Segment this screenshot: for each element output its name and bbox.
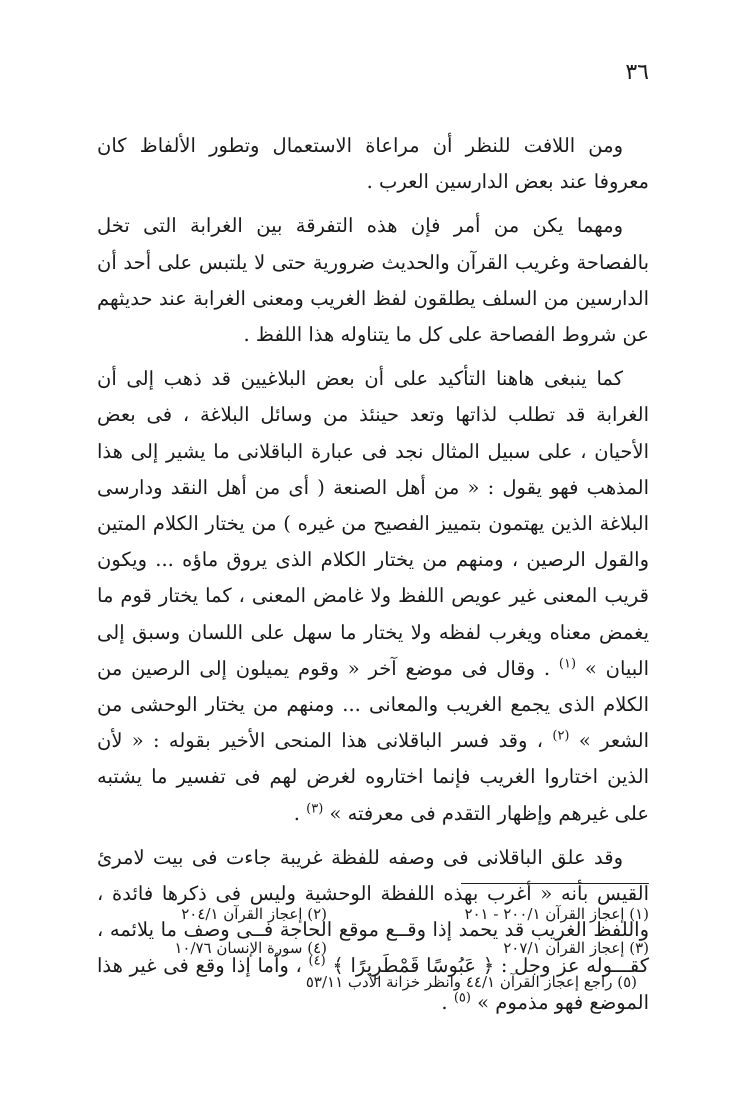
footnote-number: (٤) (307, 939, 327, 957)
footnote-number: (٥) (617, 973, 637, 991)
footnote-text: إعجاز القرآن ٢٠٠/١ - ٢٠١ (464, 905, 625, 923)
footnote-number: (٢) (307, 905, 327, 923)
footnote-2 (97, 897, 357, 931)
footnote-3 (389, 931, 649, 965)
footnote-ref-1[interactable]: (١) (558, 656, 577, 672)
footnote-4 (97, 931, 357, 965)
footnote-text: إعجاز القرآن ٢٠٤/١ (181, 905, 303, 923)
footnotes (97, 897, 649, 999)
body-text (97, 128, 649, 1029)
footnote-row (97, 965, 649, 999)
footnote-5 (306, 965, 649, 999)
paragraph-3-text: كما ينبغى هاهنا التأكيد على أن بعض البلاغيين قد ذهب إلى أن الغرابة قد تطلب لذاتها وتعد حينئذ من وسائل البلاغة ، فى بعض الأحيان ، على سبيل المثال نجد فى عبارة الباقلانى ما يشير إلى هذا المذهب فهو يقول : « من أهل الصنعة ( أى من أهل النقد ودارسى البلاغة الذين يهتمون بتمييز الفصيح من غيره ) من يختار الكلام المتين والقول الرصين ، ومنهم من يختار الكلام الذى يروق ماؤه ... ويكون قريب المعنى غير عويص اللفظ ولا غامض المعنى ، كما يختار قوم ما يغمض معناه ويغرب لفظه ولا يختار ما سهل على اللسان وسبق إلى البيان » (97, 367, 650, 680)
footnote-ref-4[interactable]: (٤) (308, 953, 326, 969)
paragraph-3 (97, 361, 649, 832)
footnote-ref-3[interactable]: (٣) (306, 801, 324, 817)
paragraph-4-text: وقد علق الباقلانى فى وصفه للفظة غريبة جاءت فى بيت لامرئ القيس بأنه « أغرب بهذه اللفظة الوحشية وليس فى ذكرها فائدة ، واللفظ الغريب قد يحمد إذا وقــع موقع الحاجة فــى وصف ما يلائمه ، كقـــوله عز وجل : ﴿ عَبُوسًا قَمْطَرِيرًا ﴾ (97, 845, 649, 978)
footnote-separator (461, 883, 649, 884)
footnote-text: إعجاز القرآن ٢٠٧/١ (503, 939, 625, 957)
page-number: ٣٦ (625, 60, 649, 85)
paragraph-3-text: ، وقد فسر الباقلانى هذا المنحى الأخير بقوله : « لأن الذين اختاروا الغريب فإنما اختاروه لغرض لهم فى تفسير ما يشتبه على غيرهم وإظهار التقدم فى معرفته » (97, 729, 649, 825)
footnote-1 (389, 897, 649, 931)
footnote-row (97, 931, 649, 965)
footnote-number: (١) (629, 905, 649, 923)
footnote-text: راجع إعجاز القرآن ٤٤/١ وانظر خزانة الأدب ٥٣/١١ (305, 973, 613, 991)
footnote-ref-2[interactable]: (٢) (552, 728, 570, 744)
footnote-ref-5[interactable]: (٥) (453, 990, 471, 1006)
footnote-row (97, 897, 649, 931)
paragraph-1: ومن اللافت للنظر أن مراعاة الاستعمال وتطور الألفاظ كان معروفا عند بعض الدارسين العرب . (97, 134, 649, 194)
paragraph-2: ومهما يكن من أمر فإن هذه التفرقة بين الغرابة التى تخل بالفصاحة وغريب القرآن والحديث ضرورية حتى لا يلتبس على أحد أن الدارسين من السلف يطلقون لفظ الغريب ومعنى الغرابة عند حديثهم عن شروط الفصاحة على كل ما يتناوله هذا اللفظ . (97, 214, 649, 347)
paragraph-3-text: . (293, 801, 307, 825)
footnote-number: (٣) (629, 939, 649, 957)
paragraph-4-text: ، وأما إذا وقع فى غير هذا الموضع فهو مذموم » (97, 954, 649, 1014)
footnote-text: سورة الإنسان ١٠/٧٦ (174, 939, 303, 957)
paragraph-3-text: . وقال فى موضع آخر « وقوم يميلون إلى الرصين من الكلام الذى يجمع الغريب والمعانى ... ومنهم من يختار الوحشى من الشعر » (97, 656, 649, 753)
paragraph-4-text: . (441, 990, 454, 1014)
